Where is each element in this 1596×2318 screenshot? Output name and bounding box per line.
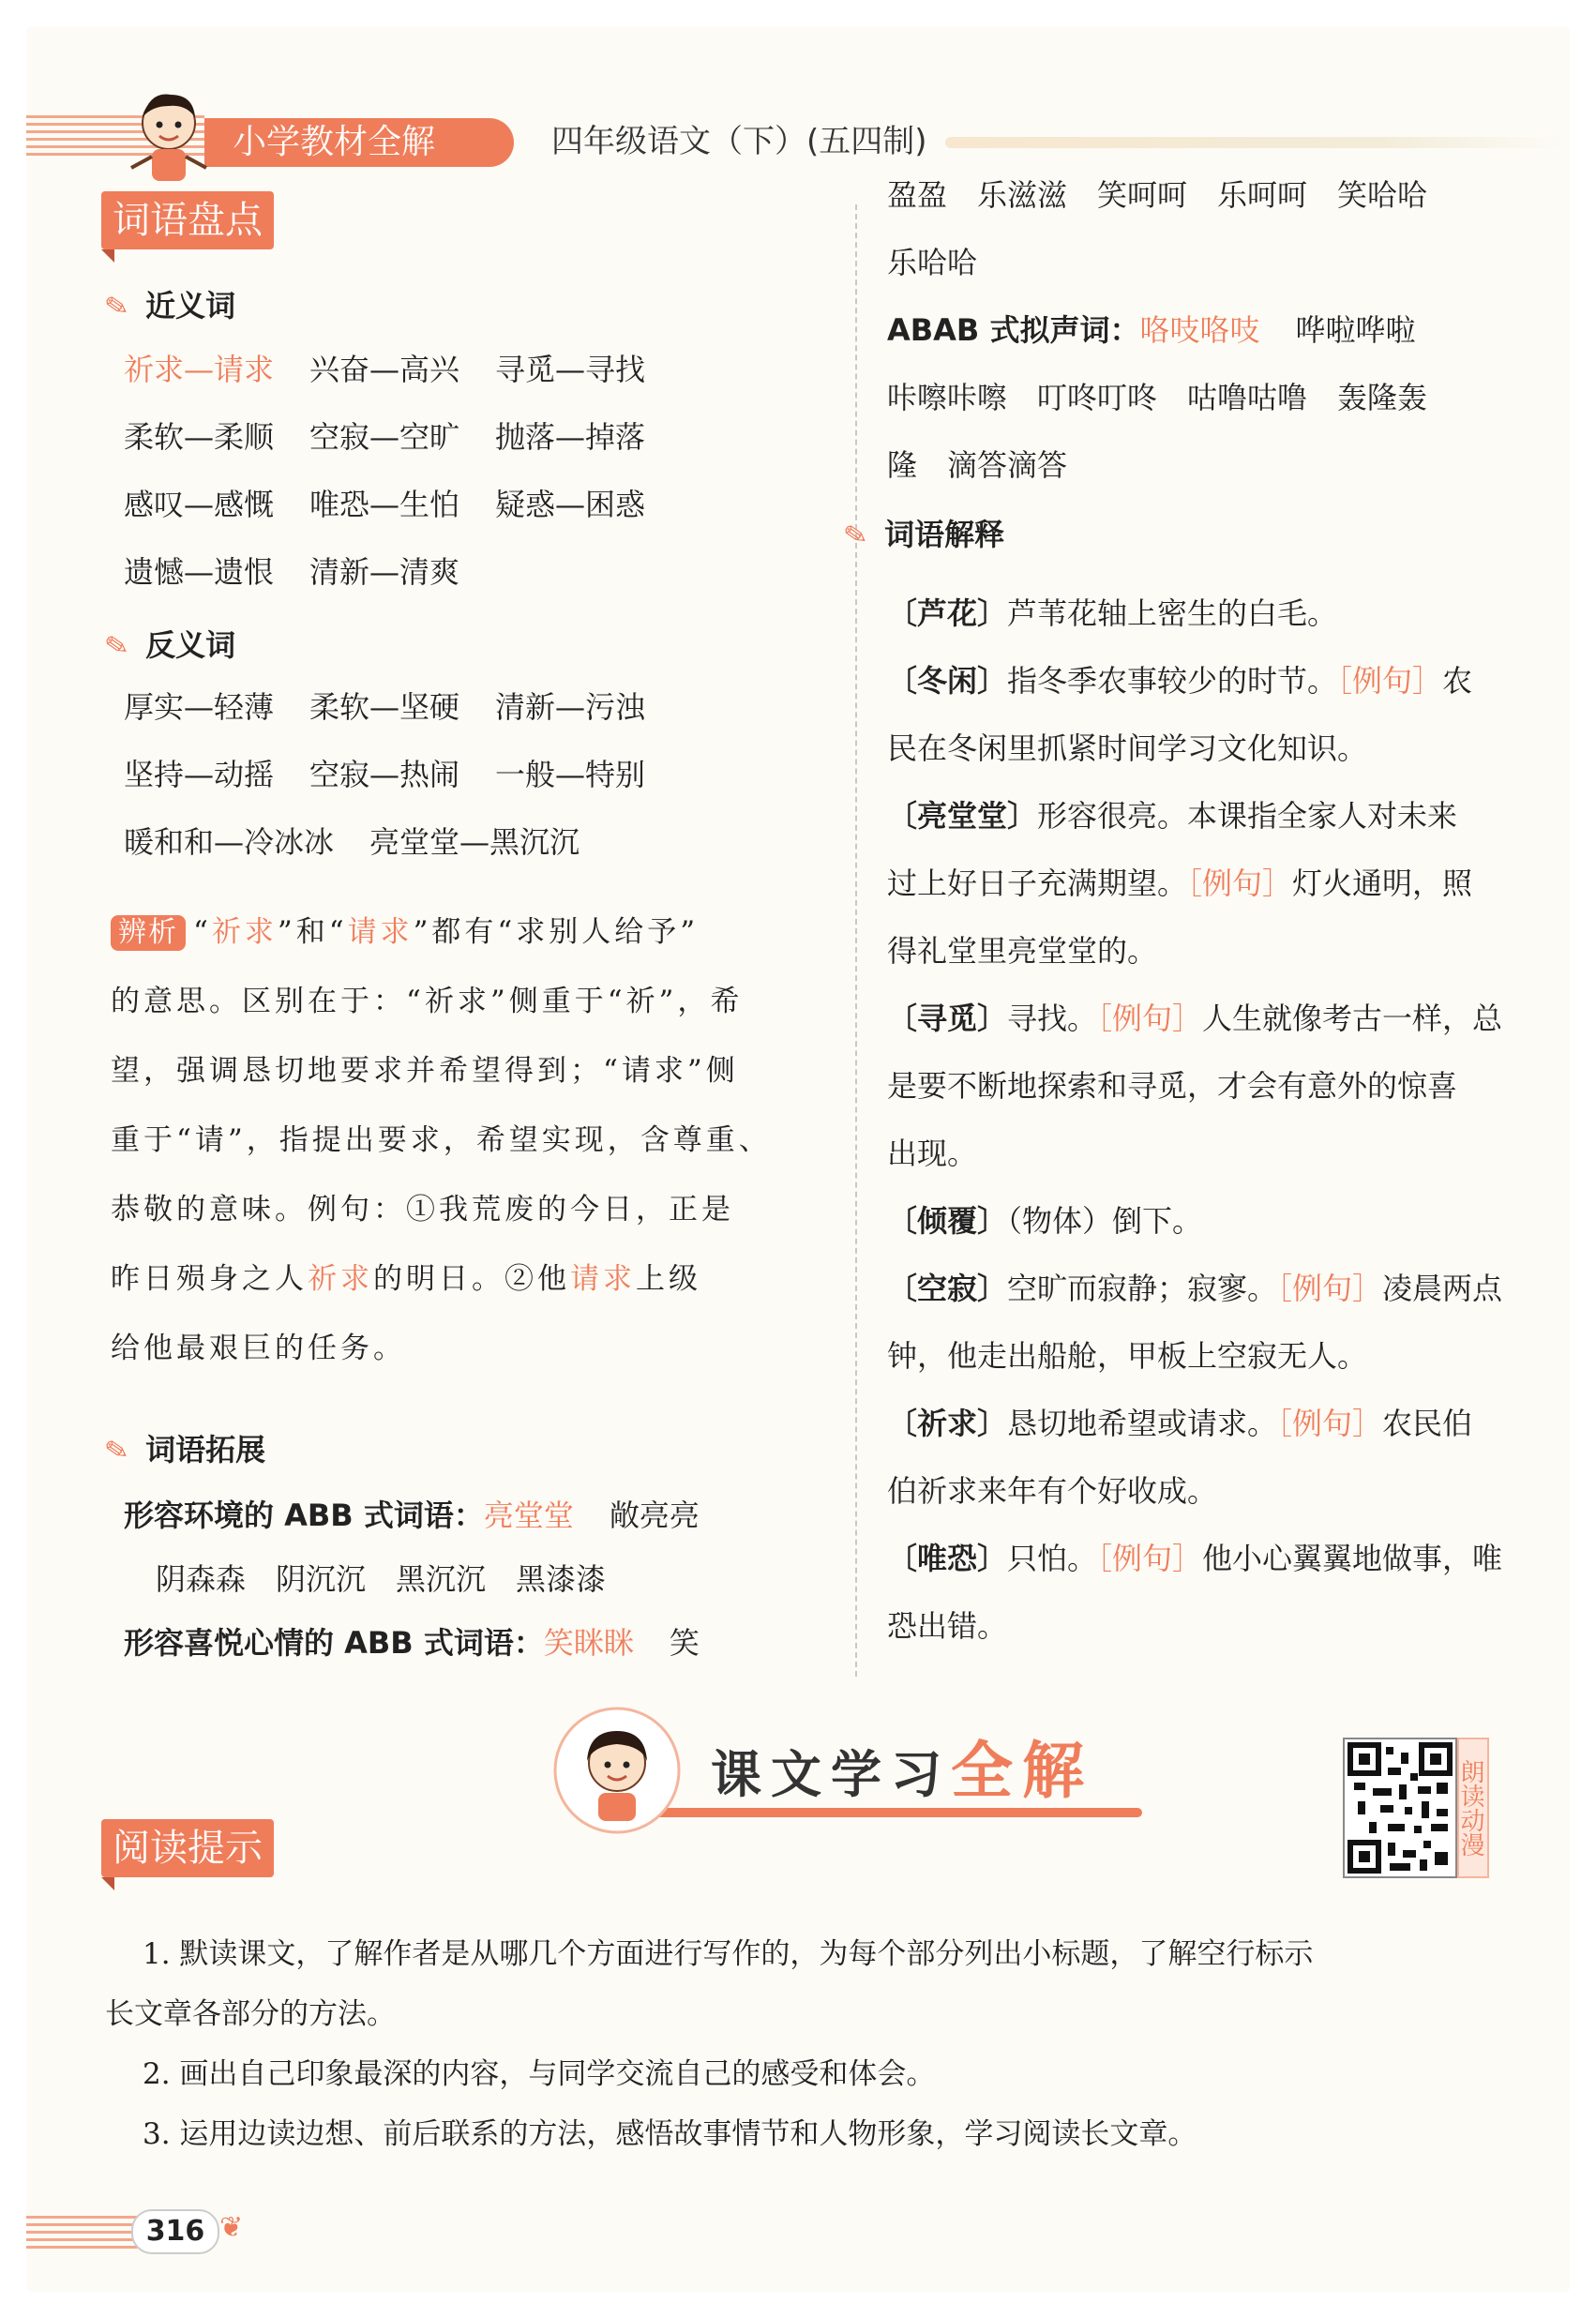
definition: 民在冬闲里抓紧时间学习文化知识。 <box>887 730 1368 766</box>
explanation-line <box>887 795 1457 836</box>
reading-tip: 2. 画出自己印象最深的内容，与同学交流自己的感受和体会。 <box>143 2057 936 2091</box>
joy-words-line: 乐哈哈 <box>887 245 978 280</box>
analysis-line: 的意思。区别在于：“祈求”侧重于“祈”，希 <box>111 985 744 1018</box>
qr-label: 朗读动漫 <box>1457 1738 1489 1878</box>
synonym-row: 遗憾—遗恨 清新—清爽 <box>124 554 460 590</box>
definition: 伯祈求来年有个好收成。 <box>887 1473 1218 1509</box>
abb-environment-line: 形容环境的 ABB 式词语：亮堂堂 敞亮亮 <box>124 1498 700 1533</box>
example-tag: ［例句］ <box>1097 1001 1203 1036</box>
definition: 过上好日子充满期望。 <box>887 865 1188 901</box>
analysis-line: 辨析 “祈求”和“请求”都有“求别人给予” <box>111 911 699 953</box>
banner-title: 课文学习全解 <box>711 1735 1093 1807</box>
term: 〔芦花〕 <box>887 595 1008 631</box>
section-title-reading-tips: 阅读提示 <box>101 1819 274 1877</box>
antonym-row: 厚实—轻薄 柔软—坚硬 清新—污浊 <box>124 689 646 725</box>
example-text: 他小心翼翼地做事，唯 <box>1202 1541 1503 1576</box>
girl-mascot-icon <box>551 1705 683 1836</box>
qr-code-icon[interactable] <box>1343 1738 1457 1878</box>
reading-tip: 长文章各部分的方法。 <box>105 1997 396 2031</box>
footer-stripes <box>26 2216 139 2250</box>
explanation-line <box>887 660 1472 701</box>
analysis-label: 辨析 <box>111 915 186 951</box>
term: 〔空寂〕 <box>887 1271 1008 1306</box>
example-tag: ［例句］ <box>1097 1541 1203 1576</box>
abab-words-line: 咔嚓咔嚓 叮咚叮咚 咕噜咕噜 轰隆轰 <box>887 380 1428 415</box>
definition: 芦苇花轴上密生的白毛。 <box>1007 595 1338 631</box>
antonyms-heading: ✎ 反义词 <box>105 625 235 668</box>
definition: 出现。 <box>887 1136 978 1171</box>
example-text: 人生就像考古一样，总 <box>1202 1001 1503 1036</box>
banner-underline <box>589 1808 1142 1817</box>
example-text: 灯火通明，照 <box>1292 865 1473 901</box>
explanation-line <box>887 1268 1502 1309</box>
term: 〔亮堂堂〕 <box>887 798 1038 834</box>
abab-line: ABAB 式拟声词：咯吱咯吱 哗啦哗啦 <box>887 312 1416 348</box>
page <box>26 26 1570 2292</box>
explanation-line <box>887 863 1472 904</box>
term: 〔唯恐〕 <box>887 1541 1008 1576</box>
explanation-line <box>887 1538 1502 1579</box>
abb-joy-line: 形容喜悦心情的 ABB 式词语：笑眯眯 笑 <box>124 1625 700 1661</box>
joy-words-line: 盈盈 乐滋滋 笑呵呵 乐呵呵 笑哈哈 <box>887 177 1428 213</box>
analysis-line: 给他最艰巨的任务。 <box>111 1332 406 1365</box>
synonyms-heading: ✎ 近义词 <box>105 285 235 328</box>
example-tag: ［例句］ <box>1187 865 1293 901</box>
explanation-line <box>887 1335 1367 1377</box>
book-title: 四年级语文（下）(五四制) <box>551 123 927 160</box>
definition: 恐出错。 <box>887 1608 1008 1644</box>
analysis-line: 昨日殒身之人祈求的明日。②他请求上级 <box>111 1262 701 1296</box>
pencil-icon: ✎ <box>841 518 870 554</box>
abab-words-line: 隆 滴答滴答 <box>887 447 1068 483</box>
definition: 指冬季农事较少的时节。 <box>1007 663 1338 699</box>
explanation-line <box>887 728 1367 769</box>
explanation-heading: ✎ 词语解释 <box>844 514 1004 557</box>
explanation-line <box>887 998 1502 1039</box>
synonym-row: 柔软—柔顺 空寂—空旷 抛落—掉落 <box>124 419 646 455</box>
analysis-line: 恭敬的意味。例句：①我荒废的今日，正是 <box>111 1193 734 1227</box>
expansion-heading: ✎ 词语拓展 <box>105 1429 265 1472</box>
section-title-word-review: 词语盘点 <box>101 191 274 249</box>
definition: 是要不断地探索和寻觅，才会有意外的惊喜 <box>887 1068 1458 1104</box>
example-text: 农民伯 <box>1382 1406 1473 1441</box>
example-tag: ［例句］ <box>1337 663 1443 699</box>
explanation-line <box>887 593 1337 634</box>
example-text: 凌晨两点 <box>1382 1271 1503 1306</box>
example-tag: ［例句］ <box>1277 1406 1383 1441</box>
antonym-row: 暖和和—冷冰冰 亮堂堂—黑沉沉 <box>124 824 580 860</box>
definition: （物体）倒下。 <box>1007 1203 1203 1239</box>
explanation-line <box>887 1200 1202 1242</box>
synonym-row: 感叹—感慨 唯恐—生怕 疑惑—困惑 <box>124 487 646 522</box>
antonym-row: 坚持—动摇 空寂—热闹 一般—特别 <box>124 757 646 792</box>
definition: 只怕。 <box>1007 1541 1098 1576</box>
page-number: 316 <box>131 2209 219 2254</box>
column-divider <box>855 204 857 1677</box>
definition: 恳切地希望或请求。 <box>1007 1406 1278 1441</box>
definition: 得礼堂里亮堂堂的。 <box>887 933 1158 969</box>
explanation-line <box>887 930 1157 971</box>
term: 〔寻觅〕 <box>887 1001 1008 1036</box>
series-title: 小学教材全解 <box>204 118 514 167</box>
explanation-line <box>887 1133 977 1174</box>
explanation-line <box>887 1403 1472 1444</box>
explanation-line <box>887 1065 1457 1106</box>
pencil-icon: ✎ <box>102 1433 131 1469</box>
term: 〔冬闲〕 <box>887 663 1008 699</box>
explanation-line <box>887 1470 1217 1512</box>
synonym-row: 祈求—请求 兴奋—高兴 寻觅—寻找 <box>124 352 646 387</box>
definition: 空旷而寂静；寂寥。 <box>1007 1271 1278 1306</box>
pencil-icon: ✎ <box>102 289 131 325</box>
analysis-line: 望，强调恳切地要求并希望得到；“请求”侧 <box>111 1054 739 1088</box>
reading-tip: 3. 运用边读边想、前后联系的方法，感悟故事情节和人物形象，学习阅读长文章。 <box>143 2117 1197 2151</box>
header-decoration <box>945 137 1564 148</box>
boy-mascot-icon <box>113 78 225 190</box>
analysis-line: 重于“请”，指提出要求，希望实现，含尊重、 <box>111 1123 772 1157</box>
definition: 寻找。 <box>1007 1001 1098 1036</box>
definition: 钟，他走出船舱，甲板上空寂无人。 <box>887 1338 1368 1374</box>
abb-environment-words: 阴森森 阴沉沉 黑沉沉 黑漆漆 <box>156 1561 607 1597</box>
example-tag: ［例句］ <box>1277 1271 1383 1306</box>
term: 〔祈求〕 <box>887 1406 1008 1441</box>
reading-tip: 1. 默读课文，了解作者是从哪几个方面进行写作的，为每个部分列出小标题，了解空行标示 <box>143 1937 1314 1971</box>
pencil-icon: ✎ <box>102 628 131 665</box>
term: 〔倾覆〕 <box>887 1203 1008 1239</box>
example-text: 农 <box>1442 663 1473 699</box>
definition: 形容很亮。本课指全家人对未来 <box>1037 798 1458 834</box>
leaf-icon: ❦ <box>219 2211 244 2244</box>
explanation-line <box>887 1605 1007 1647</box>
